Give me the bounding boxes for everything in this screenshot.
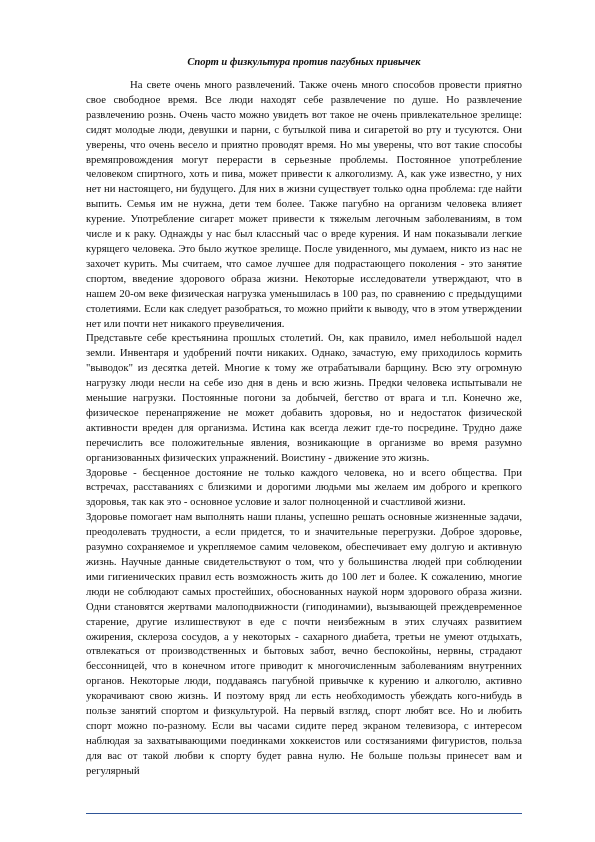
paragraph-1: На свете очень много развлечений. Также очень много способов провести приятно свое свободное время. Все люди находят себе развлечение по душе. Но развлечение развлечению рознь. Очень часто можно увидеть вот такое не очень привлекательное зрелище: сидят молодые люди, девушки и парни, с бутылкой пива и сигаретой во рту и тусуются. Они уверены, что очень весело и приятно проводят время. Но мы уверены, что вот такие способы времяпровождения могут перерасти в серьезные проблемы. Постоянное употребление человеком спиртного, хоть и пива, может привести к алкоголизму. А, как уже известно, у них нет ни настоящего, ни будущего. Для них в жизни существует только одна проблема: где найти выпить. Семья им не нужна, дети тем более. Также пагубно на организм человека влияет курение. Употребление сигарет может привести к тяжелым легочным заболеваниям, в том числе и к раку. Однажды у нас был классный час о вреде курения. И нам показывали легкие курящего человека. Это было жуткое зрелище. После увиденного, мы думаем, никто из нас не захочет курить. Мы считаем, что самое лучшее для подрастающего поколения - это занятие спортом, введение здорового образа жизни. Некоторые исследователи утверждают, что в нашем 20-ом веке физическая нагрузка уменьшилась в 100 раз, по сравнению с предыдущими столетиями. Если как следует разобраться, то можно прийти к выводу, что в этом утверждении нет или почти нет никакого преувеличения. <box>86 79 522 330</box>
paragraph-3: Здоровье - бесценное достояние не только каждого человека, но и всего общества. При встречах, расставаниях с близкими и дорогими людьми мы желаем им доброго и крепкого здоровья, так как это - основное условие и залог полноценной и счастливой жизни. <box>86 466 522 509</box>
document-body <box>86 78 522 779</box>
paragraph-4: Здоровье помогает нам выполнять наши планы, успешно решать основные жизненные задачи, преодолевать трудности, а если придется, то и значительные перегрузки. Доброе здоровье, разумно сохраняемое и укрепляемое самим человеком, обеспечивает ему долгую и активную жизнь. Научные данные свидетельствуют о том, что у большинства людей при соблюдении ими гигиенических правил есть возможность жить до 100 лет и более. К сожалению, многие люди не соблюдают самых простейших, обоснованных наукой норм здорового образа жизни. Одни становятся жертвами малоподвижности (гиподинамии), вызывающей преждевременное старение, другие излишествуют в еде с почти неизбежным в этих случаях развитием ожирения, склероза сосудов, а у некоторых - сахарного диабета, третьи не умеют отдыхать, отвлекаться от производственных и бытовых забот, вечно беспокойны, нервны, страдают бессонницей, что в конечном итоге приводит к многочисленным заболеваниям внутренних органов. Некоторые люди, поддаваясь пагубной привычке к курению и алкоголю, активно укорачивают свою жизнь. И поэтому вряд ли есть необходимость убеждать кого-нибудь в пользе занятий спортом и физкультурой. На первый взгляд, спорт любят все. Но и любить спорт можно по-разному. Если вы часами сидите перед экраном телевизора, с интересом наблюдая за захватывающими поединками хоккеистов или состязаниями фигуристов, польза для вас от такой любви к спорту будет равна нулю. Не больше пользы принесет вам и регулярный <box>86 511 522 777</box>
footer-divider <box>86 813 522 814</box>
document-title: Спорт и физкультура против пагубных привычек <box>187 57 421 68</box>
paragraph-2: Представьте себе крестьянина прошлых столетий. Он, как правило, имел небольшой надел земли. Инвентаря и удобрений почти никаких. Однако, зачастую, ему приходилось кормить "выводок" из десятка детей. Многие к тому же отрабатывали барщину. Всю эту огромную нагрузку люди несли на себе изо дня в день и всю жизнь. Предки человека испытывали не меньшие нагрузки. Постоянные погони за добычей, бегство от врага и т.п. Конечно же, физическое перенапряжение не может добавить здоровья, но и недостаток физической активности вреден для организма. Истина как всегда лежит где-то посредине. Трудно даже перечислить все положительные явления, возникающие в организме во время разумно организованных физических упражнений. Воистину - движение это жизнь. <box>86 332 522 464</box>
document-page <box>86 56 522 779</box>
